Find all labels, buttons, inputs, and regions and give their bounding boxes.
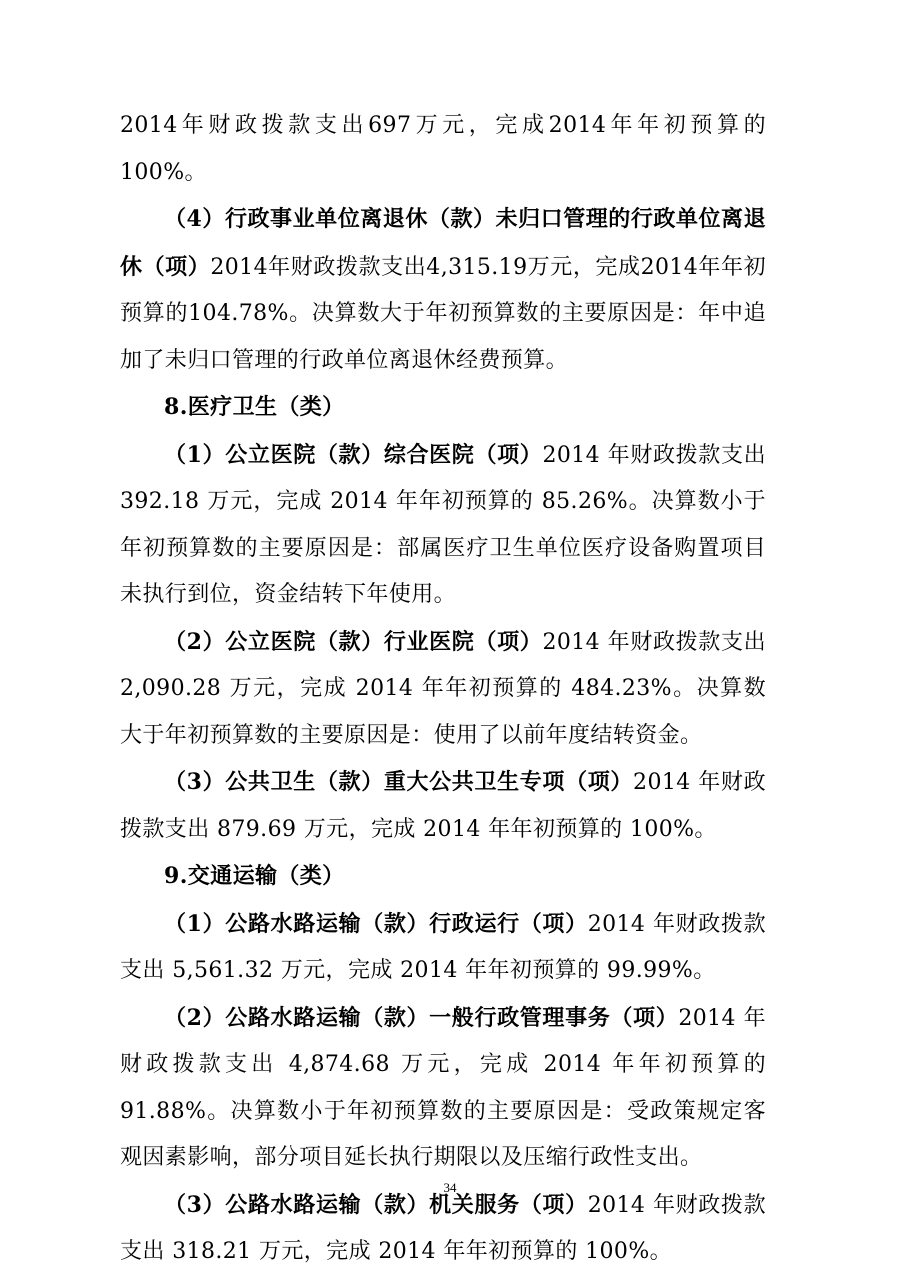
page-number: 34 [443, 1180, 457, 1195]
item-heading: （4）行政事业单位离退休（款）未归口管理的行政单位离退休（项） [120, 206, 766, 280]
section-heading: 8.医疗卫生（类） [164, 394, 345, 420]
paragraph-text: 2014 年财政拨款支出 4,874.68 万元，完成 2014 年年初预算的 91.88%。决算数小于年初预算数的主要原因是：受政策规定客观因素影响，部分项目延长执行期限以及压缩行政性支出。 [120, 1005, 766, 1170]
paragraph-continuation [120, 103, 766, 196]
item-heading: （2）公路水路运输（款）一般行政管理事务（项） [164, 1004, 679, 1031]
paragraph-item-general-admin [120, 995, 766, 1182]
paragraph-text: 2014 年财政拨款支出 5,561.32 万元，完成 2014 年年初预算的 99.99%。 [120, 911, 766, 983]
paragraph-item-general-hospital [120, 432, 766, 619]
paragraph-text: 2014 年财政拨款支出 318.21 万元，完成 2014 年年初预算的 100%。 [120, 1192, 766, 1264]
section-heading-medical [120, 384, 766, 432]
paragraph-text: 2014 年财政拨款支出 879.69 万元，完成 2014 年年初预算的 100%。 [120, 770, 766, 842]
paragraph-item-admin-operation [120, 901, 766, 995]
paragraph-text: 2014 年财政拨款支出 392.18 万元，完成 2014 年年初预算的 85.26%。决算数小于年初预算数的主要原因是：部属医疗卫生单位医疗设备购置项目未执行到位，资金结转下年使用。 [120, 442, 766, 607]
paragraph-text: 2014 年财政拨款支出 2,090.28 万元，完成 2014 年年初预算的 484.23%。决算数大于年初预算数的主要原因是：使用了以前年度结转资金。 [120, 629, 766, 748]
paragraph-item-retirement [120, 196, 766, 384]
paragraph-text: 2014年财政拨款支出4,315.19万元，完成2014年年初预算的104.78%。决算数大于年初预算数的主要原因是：年中追加了未归口管理的行政单位离退休经费预算。 [120, 254, 766, 373]
item-heading: （1）公立医院（款）综合医院（项） [164, 441, 543, 468]
section-heading: 9.交通运输（类） [164, 863, 345, 889]
body-text [120, 103, 766, 1276]
paragraph-text: 2014年财政拨款支出697万元，完成2014年年初预算的100%。 [120, 113, 766, 185]
item-heading: （1）公路水路运输（款）行政运行（项） [164, 910, 588, 937]
item-heading: （3）公共卫生（款）重大公共卫生专项（项） [164, 769, 634, 795]
paragraph-item-public-health [120, 759, 766, 853]
item-heading: （2）公立医院（款）行业医院（项） [164, 628, 543, 655]
paragraph-item-industry-hospital [120, 619, 766, 760]
item-heading: （3）公路水路运输（款）机关服务（项） [164, 1191, 588, 1218]
section-heading-transport [120, 853, 766, 901]
